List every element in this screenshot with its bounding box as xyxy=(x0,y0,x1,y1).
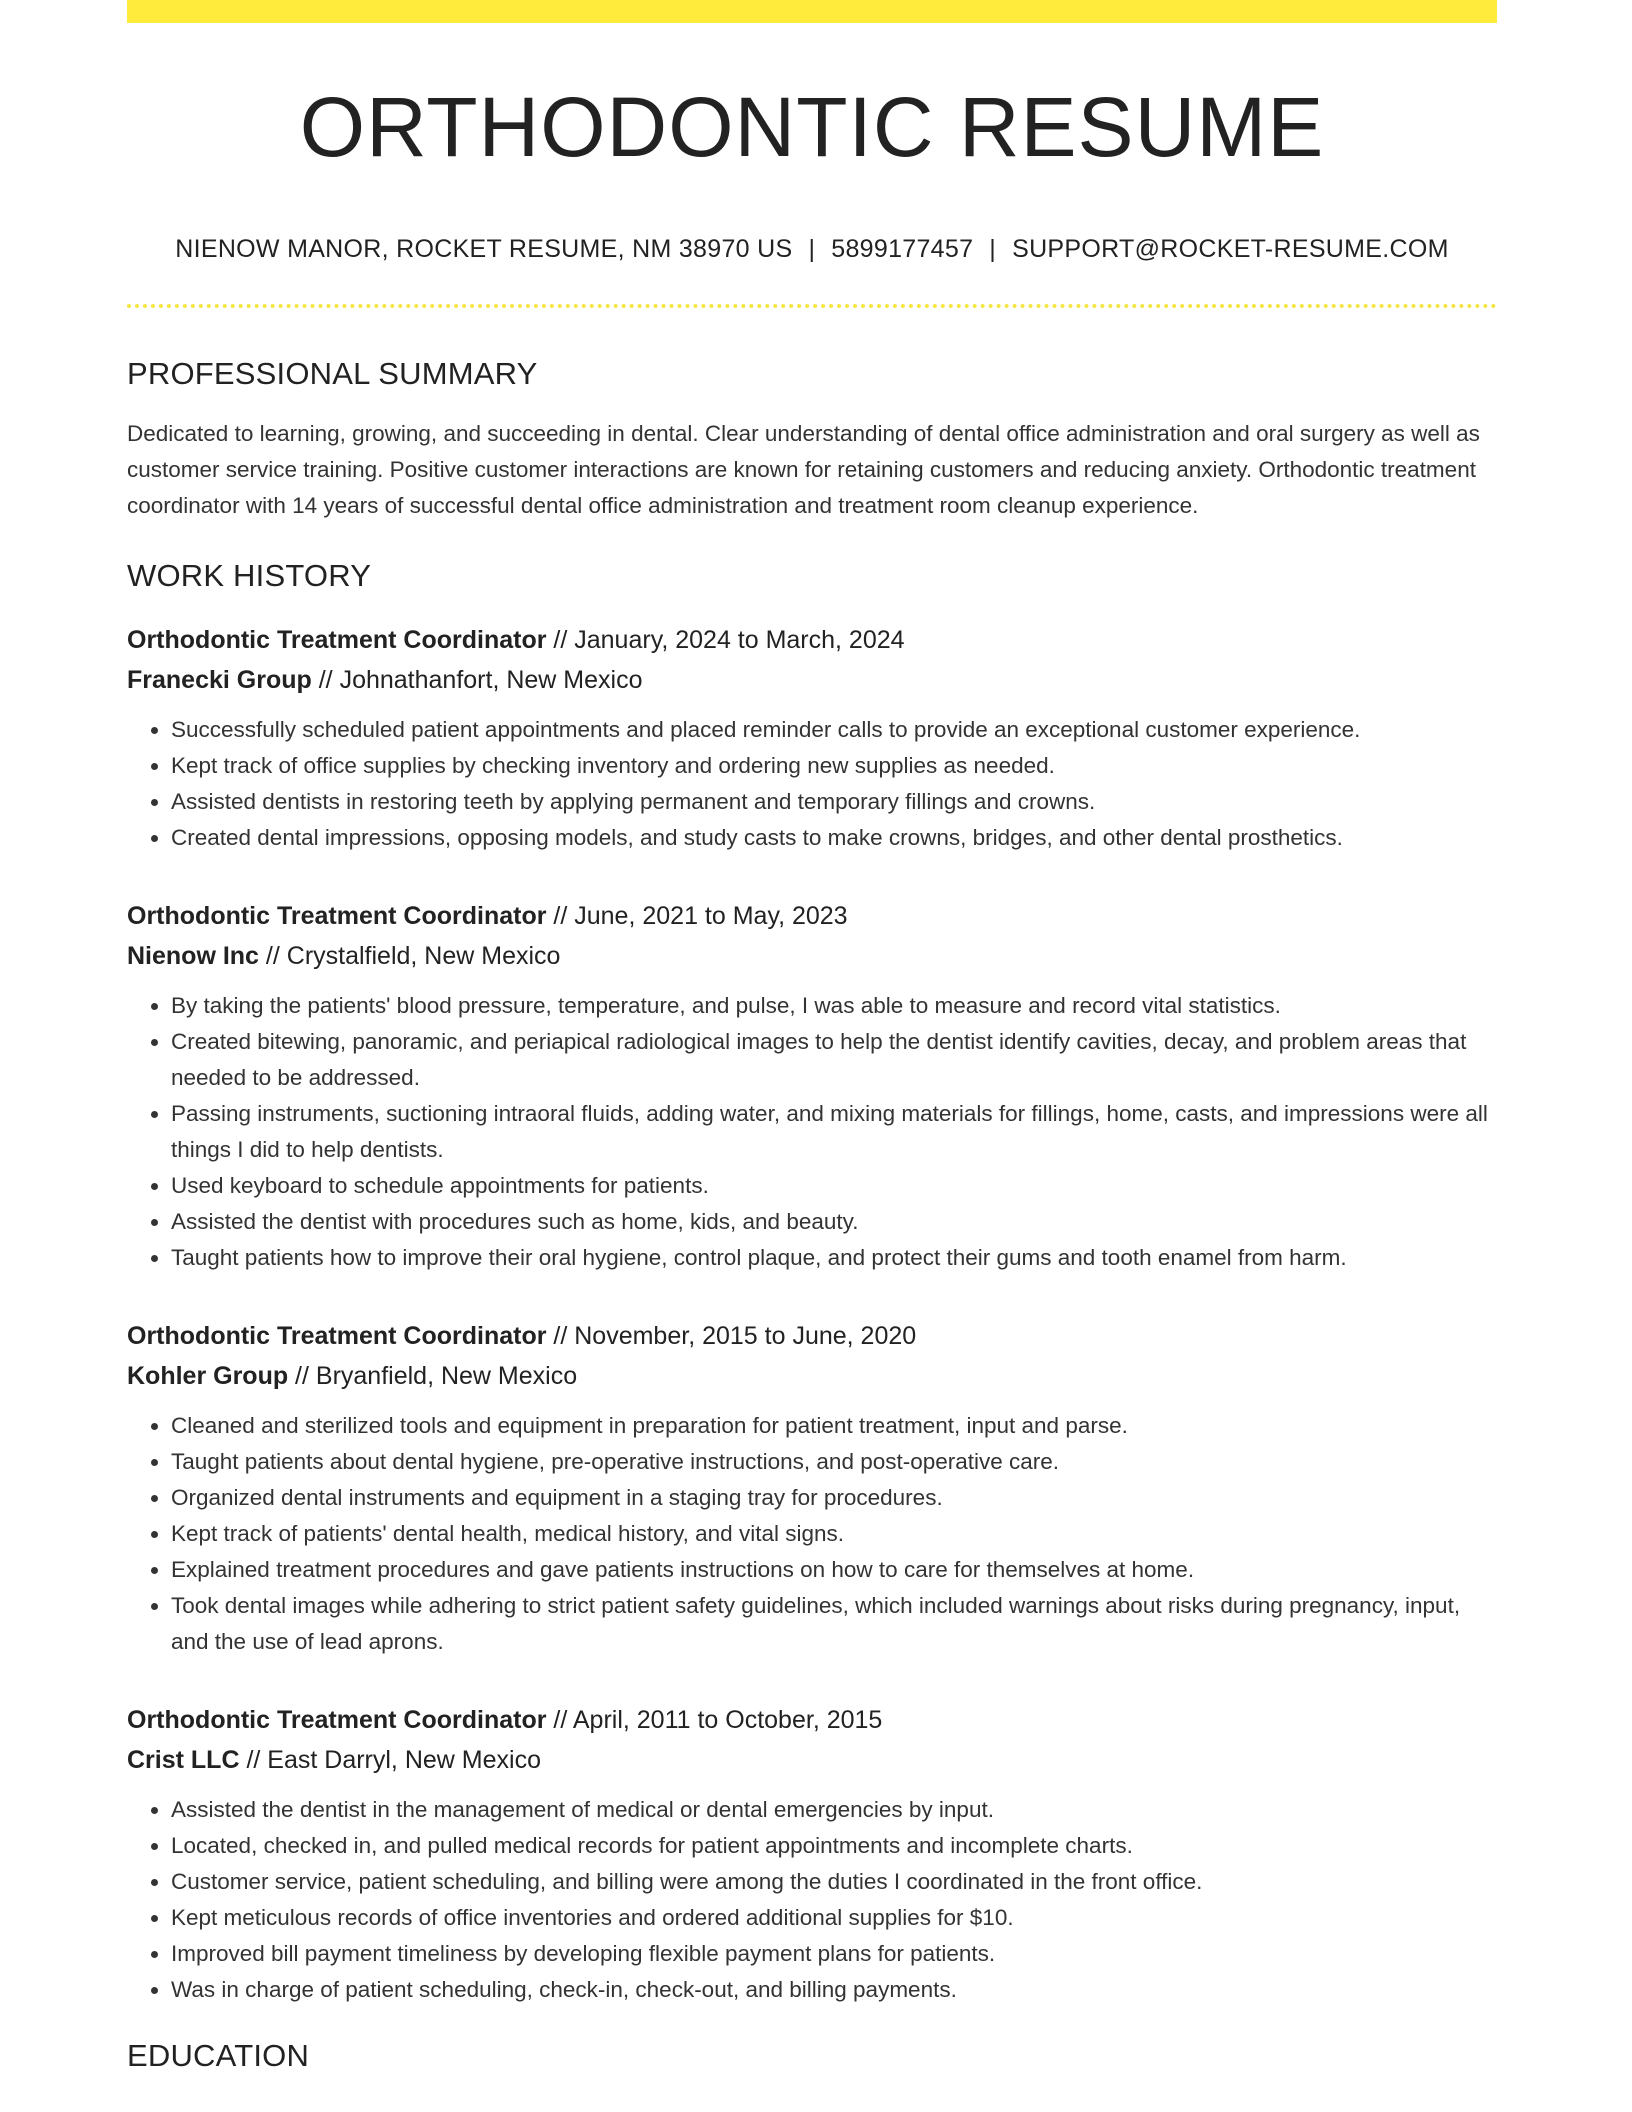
job-entry xyxy=(127,620,1497,856)
job-bullet-list xyxy=(127,712,1497,856)
job-bullet: • Cleaned and sterilized tools and equipment in preparation for patient treatment, input and parse. xyxy=(171,1408,1497,1444)
work-history-heading: WORK HISTORY xyxy=(127,558,372,593)
job-dates: April, 2011 to October, 2015 xyxy=(572,1706,883,1734)
job-location: East Darryl, New Mexico xyxy=(267,1746,541,1774)
job-divider: // xyxy=(258,942,287,970)
job-bullet: • Created dental impressions, opposing models, and study casts to make crowns, bridges, and other dental prosthetics. xyxy=(171,820,1497,856)
job-company-line xyxy=(127,660,1497,700)
job-dates: June, 2021 to May, 2023 xyxy=(574,902,848,930)
education-heading: EDUCATION xyxy=(127,2038,310,2073)
job-bullet: • Used keyboard to schedule appointments for patients. xyxy=(171,1168,1497,1204)
job-location: Johnathanfort, New Mexico xyxy=(339,666,643,694)
job-bullet: • Kept track of office supplies by checking inventory and ordering new supplies as needed. xyxy=(171,748,1497,784)
job-divider: // xyxy=(546,1322,575,1350)
job-bullet: • Explained treatment procedures and gave patients instructions on how to care for themselves at home. xyxy=(171,1552,1497,1588)
job-bullet: • Passing instruments, suctioning intraoral fluids, adding water, and mixing materials for fillings, home, casts, and impressions were all things I did to help dentists. xyxy=(171,1096,1497,1168)
resume-page xyxy=(127,0,1497,2074)
contact-separator: | xyxy=(989,235,997,263)
job-company: Nienow Inc xyxy=(127,942,259,970)
job-divider: // xyxy=(546,902,575,930)
job-entry xyxy=(127,1700,1497,2008)
job-bullet: • Assisted the dentist with procedures such as home, kids, and beauty. xyxy=(171,1204,1497,1240)
summary-heading: PROFESSIONAL SUMMARY xyxy=(127,356,538,391)
job-title: Orthodontic Treatment Coordinator xyxy=(127,626,547,654)
job-bullet: • Kept meticulous records of office inventories and ordered additional supplies for $10. xyxy=(171,1900,1497,1936)
job-title: Orthodontic Treatment Coordinator xyxy=(127,1322,547,1350)
job-divider: // xyxy=(239,1746,268,1774)
job-bullet: • Improved bill payment timeliness by developing flexible payment plans for patients. xyxy=(171,1936,1497,1972)
job-title-line xyxy=(127,1316,1497,1356)
header-divider xyxy=(127,304,1497,308)
job-bullet-list xyxy=(127,988,1497,1276)
job-company: Franecki Group xyxy=(127,666,312,694)
job-title-line xyxy=(127,620,1497,660)
summary-text: Dedicated to learning, growing, and succeeding in dental. Clear understanding of dental office administration and oral surgery as well as customer service training. Positive customer interactions are known for retaining customers and reducing anxiety. Orthodontic treatment coordinator with 14 years of successful dental office administration and treatment room cleanup experience. xyxy=(127,421,1480,518)
contact-address: NIENOW MANOR, ROCKET RESUME, NM 38970 US xyxy=(175,235,793,263)
job-dates: January, 2024 to March, 2024 xyxy=(574,626,905,654)
job-divider: // xyxy=(311,666,340,694)
job-entry xyxy=(127,896,1497,1276)
job-bullet: • Organized dental instruments and equipment in a staging tray for procedures. xyxy=(171,1480,1497,1516)
job-bullet: • Assisted the dentist in the management of medical or dental emergencies by input. xyxy=(171,1792,1497,1828)
job-bullet: • Kept track of patients' dental health, medical history, and vital signs. xyxy=(171,1516,1497,1552)
job-bullet: • Was in charge of patient scheduling, check-in, check-out, and billing payments. xyxy=(171,1972,1497,2008)
job-bullet: • Took dental images while adhering to strict patient safety guidelines, which included warnings about risks during pregnancy, input, and the use of lead aprons. xyxy=(171,1588,1497,1660)
job-company-line xyxy=(127,1356,1497,1396)
job-title-line xyxy=(127,1700,1497,1740)
job-bullet: • Created bitewing, panoramic, and periapical radiological images to help the dentist identify cavities, decay, and problem areas that needed to be addressed. xyxy=(171,1024,1497,1096)
job-bullet-list xyxy=(127,1792,1497,2008)
job-bullet: • Located, checked in, and pulled medical records for patient appointments and incomplete charts. xyxy=(171,1828,1497,1864)
job-company-line xyxy=(127,936,1497,976)
job-location: Crystalfield, New Mexico xyxy=(286,942,561,970)
job-divider: // xyxy=(546,1706,573,1734)
job-bullet: • Customer service, patient scheduling, and billing were among the duties I coordinated in the front office. xyxy=(171,1864,1497,1900)
job-title: Orthodontic Treatment Coordinator xyxy=(127,902,547,930)
contact-separator: | xyxy=(808,235,816,263)
job-dates: November, 2015 to June, 2020 xyxy=(574,1322,917,1350)
job-divider: // xyxy=(546,626,575,654)
job-company: Crist LLC xyxy=(127,1746,240,1774)
job-bullet: • Taught patients how to improve their oral hygiene, control plaque, and protect their gums and tooth enamel from harm. xyxy=(171,1240,1497,1276)
job-company-line xyxy=(127,1740,1497,1780)
job-bullet: • Assisted dentists in restoring teeth by applying permanent and temporary fillings and crowns. xyxy=(171,784,1497,820)
work-history-list xyxy=(127,620,1497,2008)
job-title: Orthodontic Treatment Coordinator xyxy=(127,1706,547,1734)
job-bullet: • Successfully scheduled patient appointments and placed reminder calls to provide an exceptional customer experience. xyxy=(171,712,1497,748)
job-title-line xyxy=(127,896,1497,936)
job-bullet: • By taking the patients' blood pressure, temperature, and pulse, I was able to measure and record vital statistics. xyxy=(171,988,1497,1024)
top-accent-bar xyxy=(127,0,1497,23)
contact-line xyxy=(127,235,1497,264)
job-bullet-list xyxy=(127,1408,1497,1660)
contact-email: SUPPORT@ROCKET-RESUME.COM xyxy=(1012,235,1449,263)
job-entry xyxy=(127,1316,1497,1660)
contact-phone: 5899177457 xyxy=(831,235,974,263)
job-divider: // xyxy=(288,1362,316,1390)
job-company: Kohler Group xyxy=(127,1362,289,1390)
job-location: Bryanfield, New Mexico xyxy=(315,1362,578,1390)
job-bullet: • Taught patients about dental hygiene, pre-operative instructions, and post-operative care. xyxy=(171,1444,1497,1480)
resume-title: ORTHODONTIC RESUME xyxy=(299,80,1325,174)
